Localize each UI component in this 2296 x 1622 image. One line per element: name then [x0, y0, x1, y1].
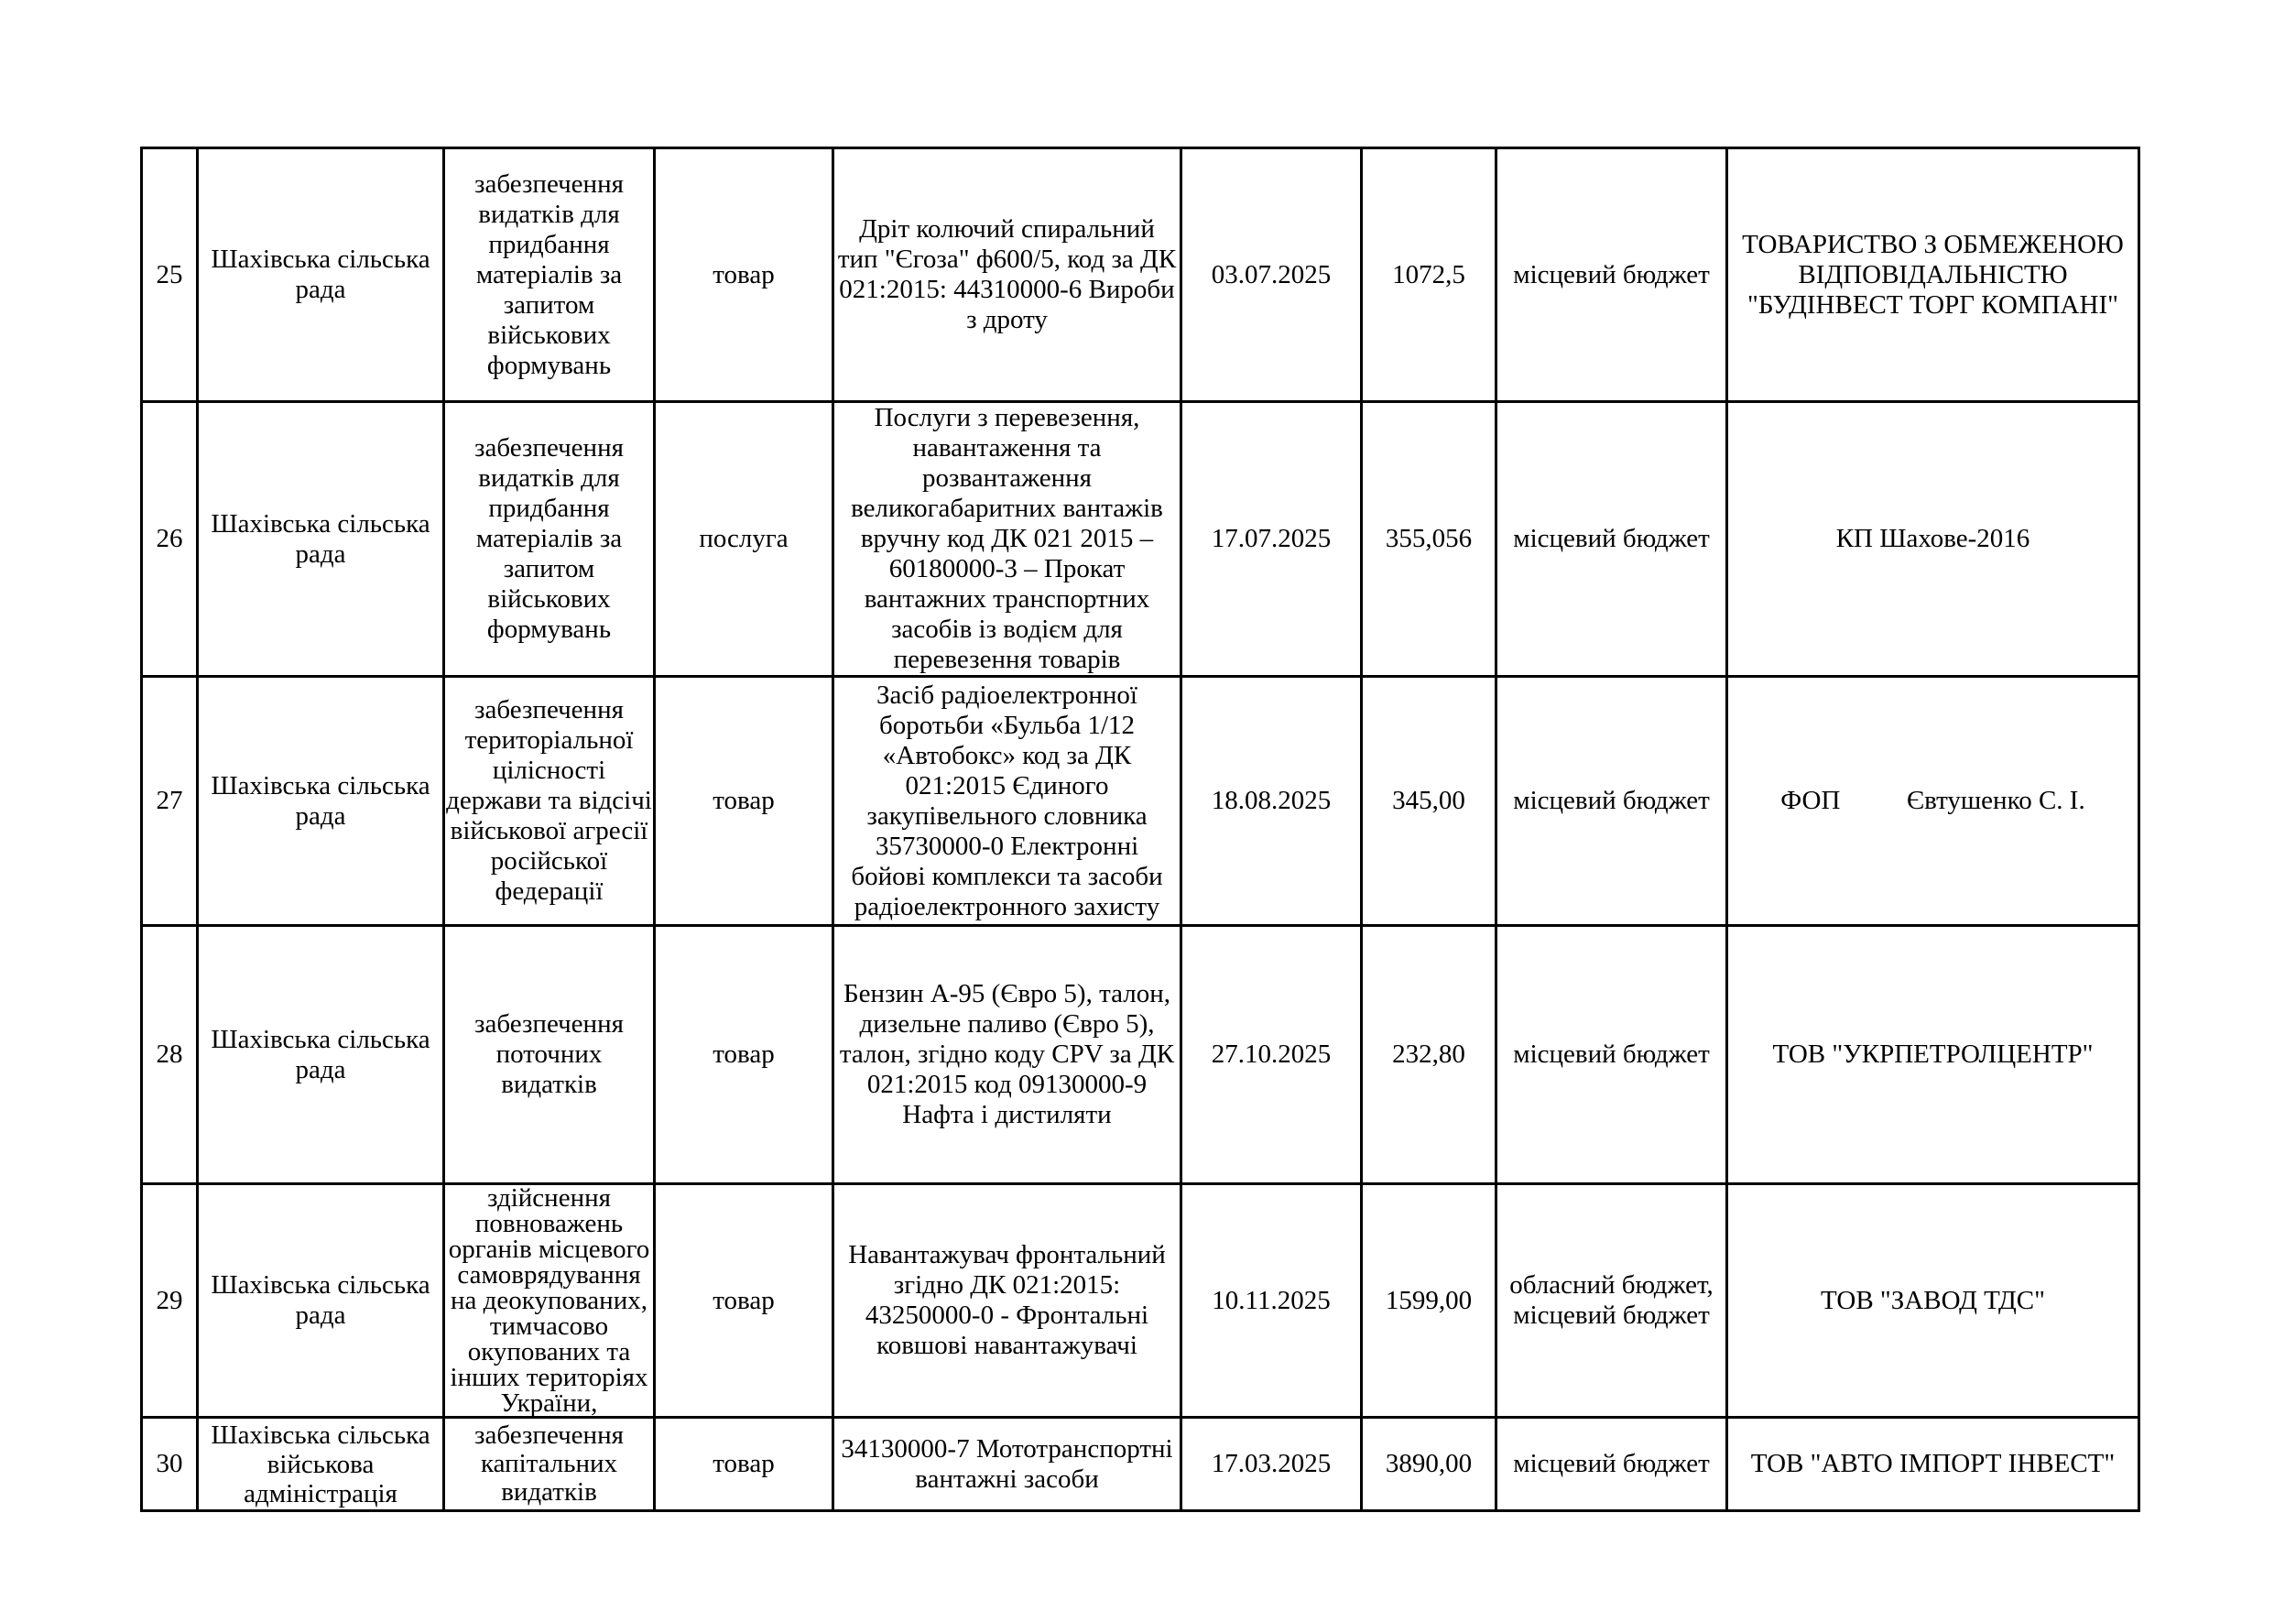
table-row [142, 148, 2139, 402]
supplier-cell: ТОВ "УКРПЕТРОЛЦЕНТР" [1727, 926, 2139, 1184]
supplier-cell: ТОВАРИСТВО З ОБМЕЖЕНОЮ ВІДПОВІДАЛЬНІСТЮ "БУДІНВЕСТ ТОРГ КОМПАНІ" [1727, 148, 2139, 402]
amount-cell: 345,00 [1362, 677, 1496, 926]
organization-cell: Шахівська сільська рада [198, 677, 444, 926]
date-cell: 17.03.2025 [1181, 1418, 1362, 1511]
organization-cell: Шахівська сільська рада [198, 148, 444, 402]
item-description-cell: Бензин А-95 (Євро 5), талон, дизельне паливо (Євро 5), талон, згідно коду CPV за ДК 021:2015 код 09130000-9 Нафта і дистиляти [833, 926, 1181, 1184]
date-cell: 03.07.2025 [1181, 148, 1362, 402]
amount-cell: 1072,5 [1362, 148, 1496, 402]
item-description-cell: Послуги з перевезення, навантаження та розвантаження великогабаритних вантажів вручну код ДК 021 2015 – 60180000-3 – Прокат вантажних транспортних засобів із водієм для перевезення товарів [833, 402, 1181, 677]
purpose-cell: забезпечення територіальної цілісності держави та відсічі військової агресії російської федерації [444, 677, 655, 926]
procurement-type-cell: товар [655, 677, 833, 926]
purpose-cell: забезпечення видатків для придбання матеріалів за запитом військових формувань [444, 402, 655, 677]
budget-source-cell: місцевий бюджет [1496, 926, 1727, 1184]
procurement-type-cell: товар [655, 1184, 833, 1418]
amount-cell: 3890,00 [1362, 1418, 1496, 1511]
item-description-cell: Дріт колючий спиральний тип "Єгоза" ф600/5, код за ДК 021:2015: 44310000-6 Вироби з дроту [833, 148, 1181, 402]
date-cell: 17.07.2025 [1181, 402, 1362, 677]
row-number-cell: 29 [142, 1184, 198, 1418]
purpose-cell: забезпечення поточних видатків [444, 926, 655, 1184]
supplier-cell: ТОВ "ЗАВОД ТДС" [1727, 1184, 2139, 1418]
procurement-type-cell: товар [655, 926, 833, 1184]
organization-cell: Шахівська сільська військова адміністрація [198, 1418, 444, 1511]
item-description-cell: Навантажувач фронтальний згідно ДК 021:2015: 43250000-0 - Фронтальні ковшові навантажувачі [833, 1184, 1181, 1418]
amount-cell: 355,056 [1362, 402, 1496, 677]
organization-cell: Шахівська сільська рада [198, 402, 444, 677]
procurement-type-cell: товар [655, 148, 833, 402]
row-number-cell: 30 [142, 1418, 198, 1511]
row-number-cell: 28 [142, 926, 198, 1184]
item-description-cell: Засіб радіоелектронної боротьби «Бульба 1/12 «Автобокс» код за ДК 021:2015 Єдиного закупівельного словника 35730000-0 Електронні бойові комплекси та засоби радіоелектронного захисту [833, 677, 1181, 926]
budget-source-cell: місцевий бюджет [1496, 402, 1727, 677]
date-cell: 27.10.2025 [1181, 926, 1362, 1184]
supplier-cell: ФОП Євтушенко С. І. [1727, 677, 2139, 926]
table-row [142, 1184, 2139, 1418]
purpose-cell: забезпечення капітальних видатків [444, 1418, 655, 1511]
purpose-cell: забезпечення видатків для придбання матеріалів за запитом військових формувань [444, 148, 655, 402]
purpose-cell: здійснення повноважень органів місцевого самоврядування на деокупованих, тимчасово окупованих та інших територіях України, [444, 1184, 655, 1418]
budget-source-cell: місцевий бюджет [1496, 148, 1727, 402]
row-number-cell: 25 [142, 148, 198, 402]
date-cell: 10.11.2025 [1181, 1184, 1362, 1418]
budget-source-cell: місцевий бюджет [1496, 677, 1727, 926]
table-row [142, 402, 2139, 677]
row-number-cell: 27 [142, 677, 198, 926]
procurement-register-table [140, 147, 2140, 1512]
table-row [142, 1418, 2139, 1511]
row-number-cell: 26 [142, 402, 198, 677]
amount-cell: 1599,00 [1362, 1184, 1496, 1418]
organization-cell: Шахівська сільська рада [198, 1184, 444, 1418]
budget-source-cell: місцевий бюджет [1496, 1418, 1727, 1511]
table-row [142, 926, 2139, 1184]
table-row [142, 677, 2139, 926]
amount-cell: 232,80 [1362, 926, 1496, 1184]
date-cell: 18.08.2025 [1181, 677, 1362, 926]
procurement-type-cell: товар [655, 1418, 833, 1511]
budget-source-cell: обласний бюджет, місцевий бюджет [1496, 1184, 1727, 1418]
procurement-type-cell: послуга [655, 402, 833, 677]
supplier-cell: ТОВ "АВТО ІМПОРТ ІНВЕСТ" [1727, 1418, 2139, 1511]
organization-cell: Шахівська сільська рада [198, 926, 444, 1184]
supplier-cell: КП Шахове-2016 [1727, 402, 2139, 677]
item-description-cell: 34130000-7 Мототранспортні вантажні засоби [833, 1418, 1181, 1511]
